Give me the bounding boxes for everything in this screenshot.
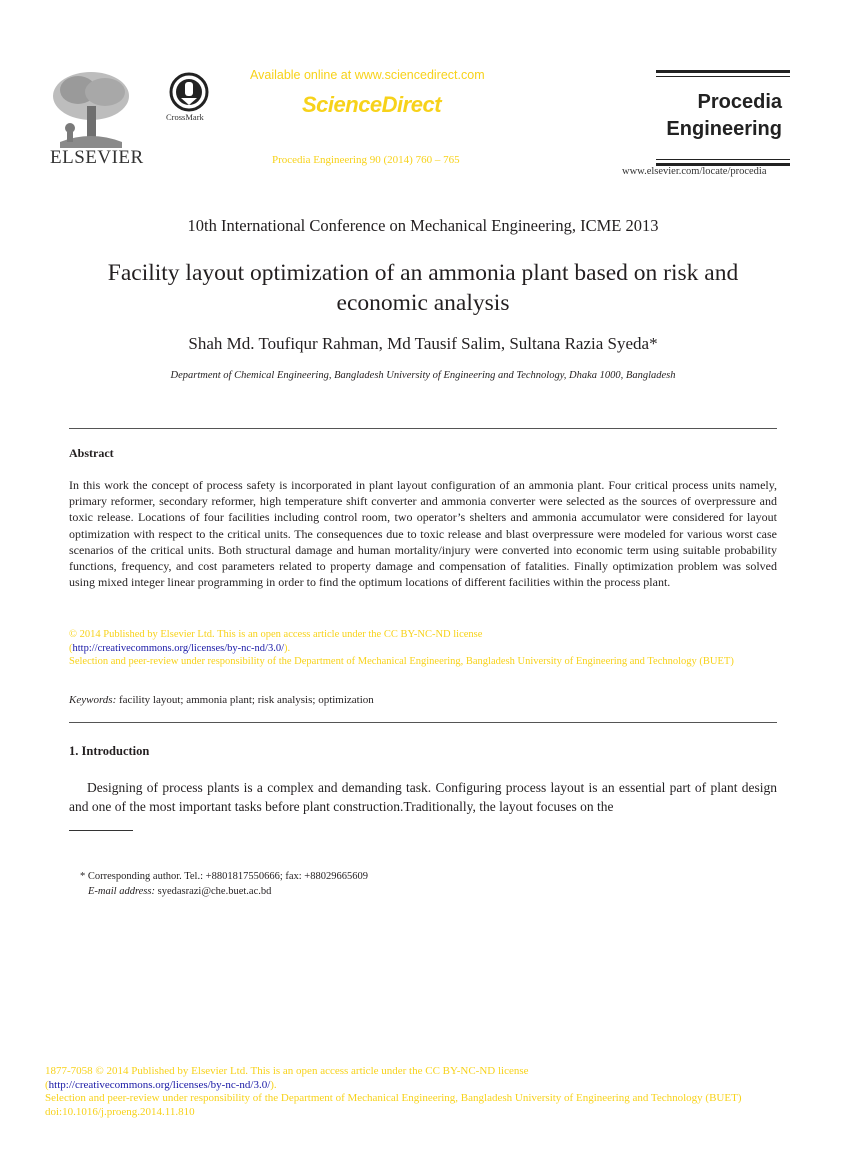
bottom-license-close: ). (270, 1078, 277, 1091)
footnote-separator (69, 830, 133, 831)
bottom-license-link[interactable]: http://creativecommons.org/licenses/by-nc-nd/3.0/ (48, 1078, 271, 1091)
email-label: E-mail address: (88, 886, 155, 897)
journal-logo-box (656, 70, 790, 166)
issn-line: 1877-7058 © 2014 Published by Elsevier Ltd. This is an open access article under the CC BY-NC-ND license (45, 1065, 529, 1077)
license-link[interactable]: http://creativecommons.org/licenses/by-nc-nd/3.0/ (72, 642, 285, 654)
conference-name: 10th International Conference on Mechanical Engineering, ICME 2013 (187, 216, 659, 235)
keywords-line (69, 694, 374, 706)
email-address[interactable]: syedasrazi@che.buet.ac.bd (157, 886, 272, 897)
section-heading-introduction: 1. Introduction (69, 744, 150, 758)
journal-logo-line2: Engineering (666, 118, 782, 140)
abstract-bottom-rule (69, 722, 777, 723)
bottom-license-open: ( (45, 1078, 49, 1091)
author-list: Shah Md. Toufiqur Rahman, Md Tausif Salim, Sultana Razia Syeda* (188, 334, 658, 353)
abstract-heading: Abstract (69, 446, 114, 460)
introduction-paragraph: Designing of process plants is a complex and demanding task. Configuring process layout is an essential part of plant design and one of the most important tasks before plant construction.Traditionally, the layout focuses on the (69, 780, 777, 814)
copyright-notice (69, 628, 777, 669)
journal-logo-bottom-rule (656, 159, 790, 160)
bottom-license-line (45, 1079, 765, 1093)
journal-logo-top-rule (656, 76, 790, 77)
journal-url-link[interactable]: www.elsevier.com/locate/procedia (622, 166, 767, 177)
peer-review-statement: Selection and peer-review under responsibility of the Department of Mechanical Engineering, Bangladesh University of Engineering and Technology (BUET) (69, 656, 734, 667)
email-footnote (88, 886, 271, 897)
copyright-line: © 2014 Published by Elsevier Ltd. This is an open access article under the CC BY-NC-ND license (69, 629, 483, 640)
crossmark-label: CrossMark (166, 112, 204, 122)
elsevier-tree-logo-icon (50, 70, 132, 148)
keywords-list: facility layout; ammonia plant; risk analysis; optimization (119, 694, 374, 706)
sciencedirect-logo: ScienceDirect (302, 92, 442, 117)
license-open-paren: ( (69, 642, 73, 654)
abstract-top-rule (69, 428, 777, 429)
publisher-wordmark: ELSEVIER (50, 147, 144, 168)
available-online-text[interactable]: Available online at www.sciencedirect.com (250, 68, 485, 82)
author-affiliation: Department of Chemical Engineering, Bangladesh University of Engineering and Technology, Dhaka 1000, Bangladesh (170, 370, 676, 381)
doi-line[interactable]: doi:10.1016/j.proeng.2014.11.810 (45, 1105, 195, 1118)
corresponding-author-footnote: * Corresponding author. Tel.: +8801817550666; fax: +88029665609 (80, 871, 368, 882)
journal-reference: Procedia Engineering 90 (2014) 760 – 765 (272, 154, 460, 166)
journal-logo-line1: Procedia (697, 91, 782, 113)
bottom-peer-review: Selection and peer-review under responsibility of the Department of Mechanical Engineering, Bangladesh University of Engineering and Technology (BUET) (45, 1092, 742, 1104)
paper-title: Facility layout optimization of an ammonia plant based on risk and economic analysis (107, 260, 739, 316)
keywords-label: Keywords: (69, 694, 117, 706)
journal-logo-title (666, 89, 782, 143)
abstract-body: In this work the concept of process safety is incorporated in plant layout configuration of an ammonia plant. Four critical process units namely, primary reformer, secondary reformer, high temperature shift converter and ammonia converter were selected as the sources of overpressure and toxic release. Locations of four facilities including control room, two operator’s shelters and ammonia accumulator were considered for layout optimization with respect to the critical units. The consequences due to toxic release and blast overpressure were modeled for various worst case scenarios of the critical units. Both structural damage and human mortality/injury were converted into economic term using suitable probability functions, frequency, and cost parameters related to property damage and compensation of fatalities. Finally optimization problem was solved using mixed integer linear programming in order to find the optimum locations of different facilities within the process plant. (69, 478, 777, 590)
license-close-paren: ). (284, 642, 291, 654)
bottom-copyright-block (45, 1065, 765, 1119)
license-line (69, 642, 777, 656)
crossmark-icon[interactable] (168, 72, 210, 112)
